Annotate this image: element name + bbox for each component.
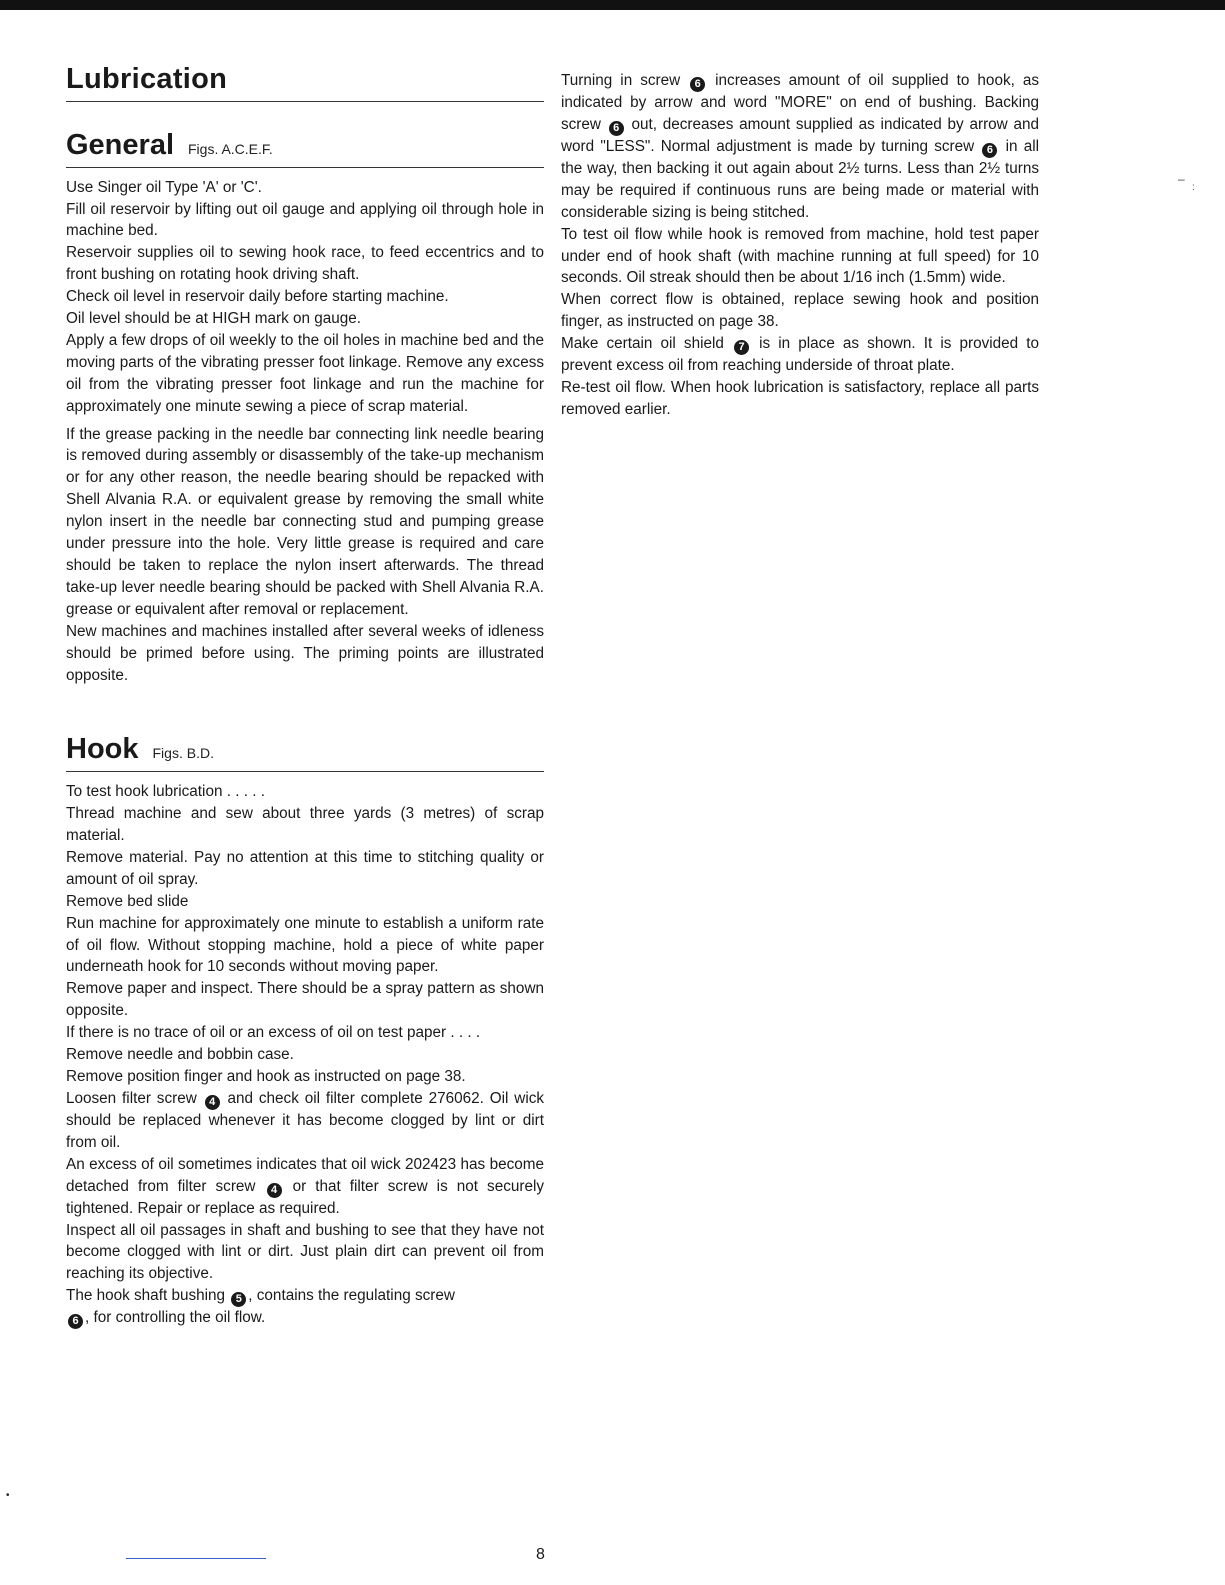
paragraph: Re-test oil flow. When hook lubrication is satisfactory, replace all parts removed earlier. [561, 379, 1039, 418]
paragraph: When correct flow is obtained, replace sewing hook and position finger, as instructed on page 38. [561, 291, 1039, 331]
callout-6-icon: 6 [609, 121, 624, 136]
callout-7-icon: 7 [734, 340, 749, 355]
paragraph: Remove position finger and hook as instructed on page 38. [66, 1068, 466, 1086]
callout-5-icon: 5 [231, 1292, 246, 1307]
paragraph [66, 1088, 544, 1154]
paragraph [561, 70, 1039, 224]
text-run: increases amount of oil supplied to hook, as indicated by arrow and word "MORE" on end of bushing. Backing screw [561, 72, 1040, 133]
paragraph: Thread machine and sew about three yards (3 metres) of scrap material. [66, 805, 544, 845]
text-run: , for controlling the oil flow. [85, 1309, 266, 1327]
margin-mark: : [1192, 182, 1195, 193]
margin-mark: – [1178, 172, 1185, 186]
paragraph: Inspect all oil passages in shaft and bushing to see that they have not become clogged with lint or dirt. Just plain dirt can prevent oil from reaching its objective. [66, 1221, 544, 1283]
right-body [561, 70, 1039, 421]
paragraph: To test oil flow while hook is removed from machine, hold test paper under end of hook shaft (with machine running at full speed) for 10 seconds. Oil streak should then be about 1/16 inch (1.5mm) wide. [561, 225, 1039, 287]
text-run: in all the way, then backing it out again about 2½ turns. Less than 2½ turns may be required if continuous runs are being made or material with considerable sizing is being stitched. [561, 137, 1040, 221]
paragraph: Reservoir supplies oil to sewing hook race, to feed eccentrics and to front bushing on rotating hook driving shaft. [66, 244, 544, 284]
paragraph: To test hook lubrication . . . . . [66, 783, 265, 801]
hook-body [66, 781, 544, 1329]
hook-heading: Hook [66, 733, 139, 766]
paragraph: If the grease packing in the needle bar connecting link needle bearing is removed during assembly or disassembly of the take-up mechanism or for any other reason, the needle bearing should be repacked with Shell Alvania R.A. or equivalent grease by removing the small white nylon insert in the needle bar connecting stud and pumping grease under pressure into the hole. Very little grease is required and care should be taken to replace the nylon insert afterwards. The thread take-up lever needle bearing should be packed with Shell Alvania R.A. grease or equivalent after removal or replacement. [66, 425, 544, 618]
paragraph: Remove bed slide [66, 892, 189, 910]
text-run: , contains the regulating screw [248, 1287, 455, 1305]
paragraph: Remove needle and bobbin case. [66, 1046, 294, 1064]
general-heading: General [66, 128, 174, 161]
paragraph [66, 1285, 544, 1329]
footer-rule [126, 1558, 266, 1559]
callout-6-icon: 6 [690, 77, 705, 92]
paragraph: Apply a few drops of oil weekly to the oil holes in machine bed and the moving parts of the vibrating presser foot linkage. Remove any excess oil from the vibrating presser foot linkage and run the machine for approximately one minute sewing a piece of scrap material. [66, 331, 544, 415]
paragraph: Fill oil reservoir by lifting out oil gauge and applying oil through hole in machine bed. [66, 200, 544, 240]
paragraph: Run machine for approximately one minute to establish a uniform rate of oil flow. Without stopping machine, hold a piece of white paper underneath hook for 10 seconds without moving paper. [66, 914, 544, 976]
text-run: out, decreases amount supplied as indicated by arrow and word "LESS". Normal adjustment is made by turning screw [561, 115, 1039, 155]
callout-4-icon: 4 [267, 1183, 282, 1198]
page-title: Lubrication [66, 62, 544, 102]
text-run: or that filter screw is not securely tightened. Repair or replace as required. [66, 1177, 545, 1217]
text-run: Turning in screw [561, 72, 681, 89]
text-run: Make certain oil shield [561, 335, 724, 353]
callout-6-icon: 6 [68, 1314, 83, 1329]
text-run: is in place as shown. It is provided to prevent excess oil from reaching underside of throat plate. [561, 335, 1040, 375]
text-run: The hook shaft bushing [66, 1287, 226, 1305]
text-run: and check oil filter complete 276062. Oil wick should be replaced whenever it has become clogged by lint or dirt from oil. [66, 1089, 545, 1151]
paragraph [66, 1154, 544, 1220]
paragraph: Check oil level in reservoir daily before starting machine. [66, 288, 449, 306]
hook-figs: Figs. B.D. [152, 745, 214, 762]
paragraph: New machines and machines installed after several weeks of idleness should be primed before using. The priming points are illustrated opposite. [66, 622, 544, 684]
scan-top-edge [0, 0, 1225, 10]
paragraph [561, 333, 1039, 377]
paragraph: Oil level should be at HIGH mark on gauge. [66, 310, 362, 328]
callout-4-icon: 4 [205, 1095, 220, 1110]
hook-heading-row [66, 732, 544, 772]
paragraph: Remove material. Pay no attention at this time to stitching quality or amount of oil spray. [66, 848, 544, 888]
paragraph: Use Singer oil Type 'A' or 'C'. [66, 178, 262, 196]
general-heading-row [66, 128, 544, 168]
text-run: An excess of oil sometimes indicates that oil wick 202423 has become detached from filter screw [66, 1155, 544, 1195]
text-run: Loosen filter screw [66, 1089, 197, 1107]
general-figs: Figs. A.C.E.F. [188, 140, 273, 157]
paragraph: If there is no trace of oil or an excess of oil on test paper . . . . [66, 1024, 481, 1042]
general-body [66, 177, 544, 687]
callout-6-icon: 6 [982, 143, 997, 158]
page-number: 8 [536, 1546, 545, 1563]
right-column [561, 62, 1039, 421]
paragraph: Remove paper and inspect. There should be a spray pattern as shown opposite. [66, 980, 544, 1020]
left-column [66, 62, 544, 1329]
margin-mark: • [6, 1490, 10, 1501]
